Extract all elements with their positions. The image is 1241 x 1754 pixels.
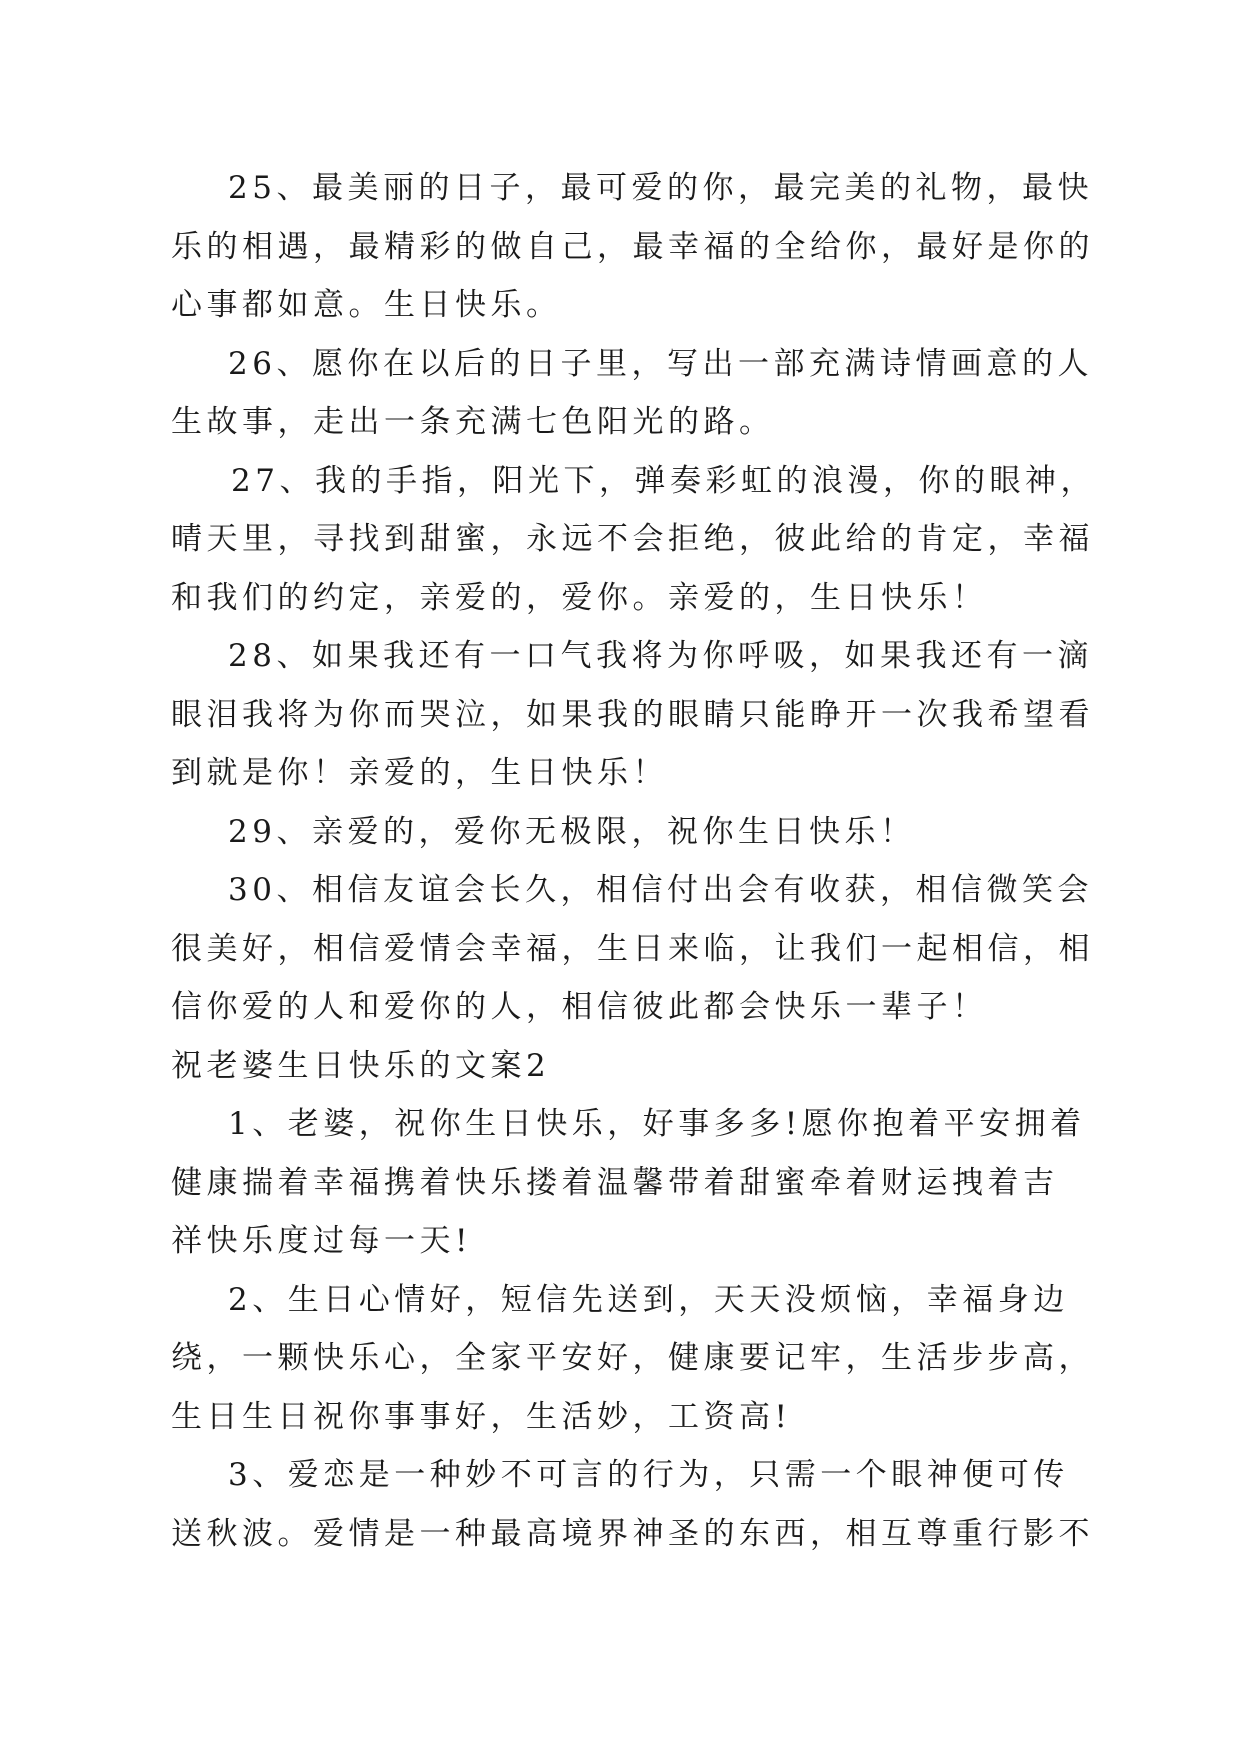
paragraph-line: 心事都如意。生日快乐。 (171, 287, 562, 323)
paragraph-line: 绕，一颗快乐心，全家平安好，健康要记牢，生活步步高， (171, 1340, 1094, 1376)
paragraph-line: 27、我的手指，阳光下，弹奏彩虹的浪漫，你的眼神， (231, 463, 1096, 499)
section-heading: 祝老婆生日快乐的文案2 (171, 1048, 551, 1084)
paragraph-line: 3、爱恋是一种妙不可言的行为，只需一个眼神便可传 (228, 1457, 1069, 1493)
paragraph-line: 生故事，走出一条充满七色阳光的路。 (171, 404, 775, 440)
paragraph-line: 晴天里，寻找到甜蜜，永远不会拒绝，彼此给的肯定，幸福 (171, 521, 1094, 557)
paragraph-line: 健康揣着幸福携着快乐搂着温馨带着甜蜜牵着财运拽着吉 (171, 1165, 1059, 1201)
paragraph-line: 2、生日心情好，短信先送到，天天没烦恼，幸福身边 (228, 1282, 1069, 1318)
paragraph-line: 28、如果我还有一口气我将为你呼吸，如果我还有一滴 (228, 638, 1093, 674)
paragraph-line: 1、老婆，祝你生日快乐，好事多多!愿你抱着平安拥着 (228, 1106, 1086, 1142)
paragraph-line: 眼泪我将为你而哭泣，如果我的眼睛只能睁开一次我希望看 (171, 697, 1094, 733)
paragraph-line: 30、相信友谊会长久，相信付出会有收获，相信微笑会 (228, 872, 1093, 908)
paragraph-line: 祥快乐度过每一天! (171, 1223, 472, 1259)
paragraph-line: 和我们的约定，亲爱的，爱你。亲爱的，生日快乐！ (171, 580, 988, 616)
paragraph-line: 很美好，相信爱情会幸福，生日来临，让我们一起相信，相 (171, 931, 1094, 967)
paragraph-line: 生日生日祝你事事好，生活妙，工资高! (171, 1399, 792, 1435)
paragraph-line: 29、亲爱的，爱你无极限，祝你生日快乐！ (228, 814, 916, 850)
paragraph-line: 26、愿你在以后的日子里，写出一部充满诗情画意的人 (228, 346, 1093, 382)
paragraph-line: 乐的相遇，最精彩的做自己，最幸福的全给你，最好是你的 (171, 229, 1094, 265)
paragraph-line: 信你爱的人和爱你的人，相信彼此都会快乐一辈子！ (171, 989, 988, 1025)
paragraph-line: 25、最美丽的日子，最可爱的你，最完美的礼物，最快 (228, 170, 1093, 206)
paragraph-line: 到就是你！亲爱的，生日快乐！ (171, 755, 668, 791)
paragraph-line: 送秋波。爱情是一种最高境界神圣的东西，相互尊重行影不 (171, 1516, 1094, 1552)
